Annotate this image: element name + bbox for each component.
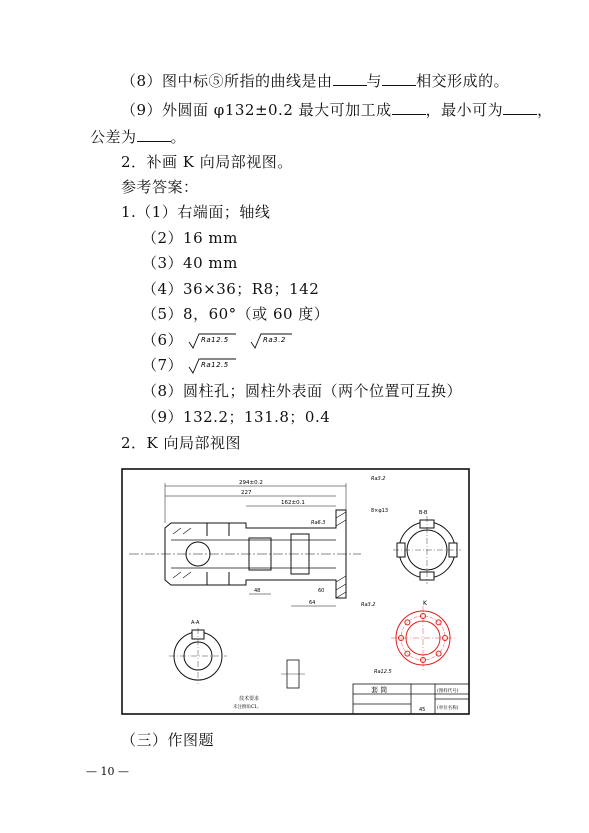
- roughness-symbol-icon: [250, 332, 294, 350]
- roughness-symbol-icon: [188, 357, 238, 375]
- answer-6: [142, 330, 294, 350]
- drawing-number: (图样代号): [437, 689, 459, 694]
- reference-answer-title: 参考答案：: [121, 178, 199, 196]
- roughness-value: Ra3.2: [262, 336, 286, 344]
- question-9-cont: [90, 127, 186, 147]
- company-name: (单位名称): [437, 706, 459, 711]
- q9-blank-2[interactable]: [503, 100, 537, 115]
- dimension-label: 227: [241, 490, 252, 496]
- roughness-label: Ra6.3: [311, 520, 326, 526]
- dimension-label: 48: [254, 588, 261, 594]
- answer-4: （4）36×36；R8；142: [142, 280, 320, 298]
- q9-prefix: （9）外圆面 φ132±0.2 最大可加工成: [121, 101, 392, 119]
- roughness-label: Ra3.2: [371, 476, 386, 482]
- q8-prefix: （8）图中标⑤所指的曲线是由: [121, 72, 333, 90]
- answer-8: （8）圆柱孔；圆柱外表面（两个位置可互换）: [142, 382, 463, 400]
- dimension-label: 64: [309, 600, 316, 606]
- part-name: 套 筒: [371, 686, 388, 694]
- q8-blank-1[interactable]: [333, 71, 367, 86]
- tech-requirements-title: 技术要求: [239, 696, 260, 702]
- section-label: A-A: [191, 620, 200, 626]
- tech-requirements-body: 未注倒角C1。: [233, 705, 262, 710]
- question-9: [121, 100, 553, 120]
- q9b-suffix: 。: [170, 128, 187, 146]
- answer-6-label: （6）: [142, 331, 184, 349]
- section-label: B-B: [419, 510, 428, 516]
- answer-1: 1.（1）右端面；轴线: [121, 203, 271, 221]
- q9-mid: ，最小可为: [425, 101, 504, 119]
- roughness-value: Ra12.5: [201, 361, 230, 369]
- q9-suffix: ，: [537, 101, 553, 119]
- answer-7-label: （7）: [142, 356, 184, 374]
- answer-2: （2）16 mm: [142, 229, 238, 247]
- q8-suffix: 相交形成的。: [416, 72, 510, 90]
- dimension-label: 294±0.2: [239, 480, 263, 486]
- answer-7: [142, 355, 238, 375]
- dimension-label: 8×φ13: [371, 508, 389, 514]
- roughness-label: Ra3.2: [361, 602, 376, 608]
- q9-blank-1[interactable]: [392, 100, 426, 115]
- k-view-label: K: [423, 600, 427, 607]
- material: 45: [419, 707, 426, 713]
- section-3-title: （三）作图题: [121, 731, 215, 749]
- q9b-prefix: 公差为: [90, 128, 137, 146]
- answer-9: （9）132.2；131.8；0.4: [142, 408, 331, 426]
- roughness-value: Ra12.5: [201, 336, 230, 344]
- answer-3: （3）40 mm: [142, 254, 238, 272]
- page-number: — 10 —: [86, 765, 129, 778]
- dimension-label: 162±0.1: [281, 500, 305, 506]
- roughness-symbol-icon: [188, 332, 238, 350]
- task-2: 2．补画 K 向局部视图。: [121, 153, 293, 171]
- q9-blank-3[interactable]: [137, 127, 171, 142]
- question-8: [121, 71, 509, 91]
- q8-blank-2[interactable]: [382, 71, 416, 86]
- engineering-drawing: [121, 468, 470, 715]
- drawing-svg: [121, 468, 470, 715]
- q8-mid: 与: [366, 72, 383, 90]
- dimension-label: 60: [318, 588, 325, 594]
- k-view-title: 2．K 向局部视图: [121, 434, 242, 452]
- roughness-label: Ra12.5: [374, 669, 392, 675]
- answer-5: （5）8，60°（或 60 度）: [142, 305, 330, 323]
